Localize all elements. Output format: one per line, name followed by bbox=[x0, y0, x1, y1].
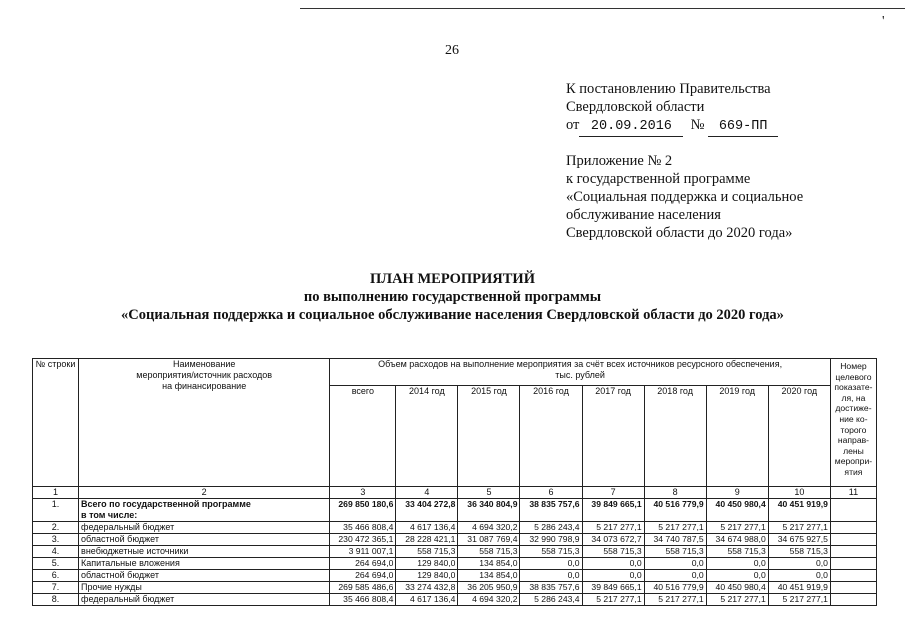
value-cell: 36 205 950,9 bbox=[458, 582, 520, 594]
column-number: 8 bbox=[644, 487, 706, 499]
indicator-cell bbox=[830, 558, 876, 570]
value-cell: 40 516 779,9 bbox=[644, 582, 706, 594]
value-cell: 134 854,0 bbox=[458, 558, 520, 570]
value-cell: 5 217 277,1 bbox=[706, 594, 768, 606]
value-cell: 40 451 919,9 bbox=[768, 582, 830, 594]
appendix-line-5: Свердловской области до 2020 года» bbox=[566, 225, 793, 241]
value-cell: 5 286 243,4 bbox=[520, 522, 582, 534]
decree-number: 669-ПП bbox=[708, 118, 778, 137]
row-name-text: федеральный бюджет bbox=[81, 522, 175, 532]
row-number: 1. bbox=[33, 499, 79, 522]
page-number: 26 bbox=[445, 43, 459, 58]
table-row bbox=[33, 558, 877, 570]
row-name-text: Всего по государственной программе bbox=[81, 499, 251, 509]
indicator-cell bbox=[830, 546, 876, 558]
indicator-cell bbox=[830, 594, 876, 606]
value-cell: 31 087 769,4 bbox=[458, 534, 520, 546]
decree-line-2: Свердловской области bbox=[566, 99, 705, 115]
value-cell: 38 835 757,6 bbox=[520, 499, 582, 522]
appendix-line-1: Приложение № 2 bbox=[566, 153, 673, 169]
value-cell: 0,0 bbox=[582, 570, 644, 582]
row-number: 7. bbox=[33, 582, 79, 594]
row-name-subtext: в том числе: bbox=[81, 510, 138, 520]
value-cell: 264 694,0 bbox=[330, 570, 396, 582]
table-row bbox=[33, 546, 877, 558]
value-cell: 40 516 779,9 bbox=[644, 499, 706, 522]
value-cell: 35 466 808,4 bbox=[330, 594, 396, 606]
header-volume-line-2: тыс. рублей bbox=[555, 370, 605, 380]
value-cell: 0,0 bbox=[768, 570, 830, 582]
indicator-cell bbox=[830, 534, 876, 546]
indicator-cell bbox=[830, 522, 876, 534]
appendix-line-2: к государственной программе bbox=[566, 171, 751, 187]
value-cell: 558 715,3 bbox=[582, 546, 644, 558]
value-cell: 5 217 277,1 bbox=[582, 594, 644, 606]
value-cell: 4 617 136,4 bbox=[396, 594, 458, 606]
header-2018: 2018 год bbox=[644, 386, 706, 487]
value-cell: 230 472 365,1 bbox=[330, 534, 396, 546]
plan-table bbox=[32, 358, 877, 606]
header-row-no: № строки bbox=[33, 359, 79, 487]
table-row bbox=[33, 570, 877, 582]
value-cell: 34 674 988,0 bbox=[706, 534, 768, 546]
value-cell: 129 840,0 bbox=[396, 558, 458, 570]
title-line-2: по выполнению государственной программы bbox=[303, 289, 602, 305]
header-2015: 2015 год bbox=[458, 386, 520, 487]
value-cell: 32 990 798,9 bbox=[520, 534, 582, 546]
value-cell: 5 217 277,1 bbox=[768, 522, 830, 534]
row-name-text: Прочие нужды bbox=[81, 582, 142, 592]
row-number: 2. bbox=[33, 522, 79, 534]
value-cell: 0,0 bbox=[520, 570, 582, 582]
row-name-text: областной бюджет bbox=[81, 534, 159, 544]
row-number: 6. bbox=[33, 570, 79, 582]
value-cell: 34 073 672,7 bbox=[582, 534, 644, 546]
table-row bbox=[33, 534, 877, 546]
value-cell: 34 675 927,5 bbox=[768, 534, 830, 546]
decree-date: 20.09.2016 bbox=[579, 118, 683, 137]
decree-date-line bbox=[566, 116, 778, 137]
value-cell: 39 849 665,1 bbox=[582, 499, 644, 522]
value-cell: 4 694 320,2 bbox=[458, 594, 520, 606]
value-cell: 28 228 421,1 bbox=[396, 534, 458, 546]
value-cell: 5 217 277,1 bbox=[706, 522, 768, 534]
indicator-cell bbox=[830, 570, 876, 582]
row-name-text: Капитальные вложения bbox=[81, 558, 180, 568]
value-cell: 5 217 277,1 bbox=[768, 594, 830, 606]
value-cell: 34 740 787,5 bbox=[644, 534, 706, 546]
column-number: 2 bbox=[79, 487, 330, 499]
row-name-text: федеральный бюджет bbox=[81, 594, 175, 604]
indicator-cell bbox=[830, 582, 876, 594]
row-name-text: внебюджетные источники bbox=[81, 546, 189, 556]
value-cell: 0,0 bbox=[582, 558, 644, 570]
top-rule bbox=[300, 8, 905, 9]
column-number: 1 bbox=[33, 487, 79, 499]
header-volume-line-1: Объем расходов на выполнение мероприятия за счёт всех источников ресурсного обеспечения, bbox=[378, 359, 783, 369]
value-cell: 558 715,3 bbox=[706, 546, 768, 558]
value-cell: 38 835 757,6 bbox=[520, 582, 582, 594]
decree-line-1: К постановлению Правительства bbox=[566, 81, 771, 97]
column-number: 4 bbox=[396, 487, 458, 499]
corner-mark: ' bbox=[882, 14, 885, 29]
header-row bbox=[33, 359, 877, 386]
row-name bbox=[79, 558, 330, 570]
header-2016: 2016 год bbox=[520, 386, 582, 487]
value-cell: 36 340 804,9 bbox=[458, 499, 520, 522]
header-name-line-2: мероприятия/источник расходов bbox=[136, 370, 273, 380]
value-cell: 33 404 272,8 bbox=[396, 499, 458, 522]
row-name bbox=[79, 594, 330, 606]
value-cell: 0,0 bbox=[768, 558, 830, 570]
value-cell: 0,0 bbox=[706, 570, 768, 582]
appendix-line-4: обслуживание населения bbox=[566, 207, 721, 223]
value-cell: 129 840,0 bbox=[396, 570, 458, 582]
value-cell: 35 466 808,4 bbox=[330, 522, 396, 534]
value-cell: 558 715,3 bbox=[458, 546, 520, 558]
value-cell: 40 450 980,4 bbox=[706, 582, 768, 594]
value-cell: 269 850 180,6 bbox=[330, 499, 396, 522]
column-number: 5 bbox=[458, 487, 520, 499]
value-cell: 0,0 bbox=[644, 558, 706, 570]
column-number-row bbox=[33, 487, 877, 499]
row-name bbox=[79, 534, 330, 546]
header-indicator: Номер целевого показате-ля, на достиже-ние ко-торого направ-лены меропри-ятия bbox=[830, 359, 876, 487]
row-number: 8. bbox=[33, 594, 79, 606]
row-number: 3. bbox=[33, 534, 79, 546]
value-cell: 4 617 136,4 bbox=[396, 522, 458, 534]
header-volume bbox=[330, 359, 831, 386]
header-2019: 2019 год bbox=[706, 386, 768, 487]
decree-reference bbox=[566, 80, 778, 137]
table-row bbox=[33, 522, 877, 534]
header-2020: 2020 год bbox=[768, 386, 830, 487]
value-cell: 5 217 277,1 bbox=[582, 522, 644, 534]
value-cell: 558 715,3 bbox=[520, 546, 582, 558]
header-total: всего bbox=[330, 386, 396, 487]
indicator-cell bbox=[830, 499, 876, 522]
row-number: 4. bbox=[33, 546, 79, 558]
value-cell: 40 451 919,9 bbox=[768, 499, 830, 522]
header-2017: 2017 год bbox=[582, 386, 644, 487]
row-name bbox=[79, 499, 330, 522]
value-cell: 5 217 277,1 bbox=[644, 594, 706, 606]
row-name-text: областной бюджет bbox=[81, 570, 159, 580]
column-number: 11 bbox=[830, 487, 876, 499]
value-cell: 5 217 277,1 bbox=[644, 522, 706, 534]
date-prefix: от bbox=[566, 117, 580, 133]
value-cell: 39 849 665,1 bbox=[582, 582, 644, 594]
title-line-1: ПЛАН МЕРОПРИЯТИЙ bbox=[370, 271, 535, 287]
header-name-line-1: Наименование bbox=[172, 359, 236, 369]
table-row bbox=[33, 499, 877, 522]
column-number: 3 bbox=[330, 487, 396, 499]
value-cell: 558 715,3 bbox=[396, 546, 458, 558]
column-number: 6 bbox=[520, 487, 582, 499]
row-name bbox=[79, 582, 330, 594]
value-cell: 5 286 243,4 bbox=[520, 594, 582, 606]
value-cell: 40 450 980,4 bbox=[706, 499, 768, 522]
table-row bbox=[33, 594, 877, 606]
header-name bbox=[79, 359, 330, 487]
value-cell: 269 585 486,6 bbox=[330, 582, 396, 594]
value-cell: 264 694,0 bbox=[330, 558, 396, 570]
value-cell: 33 274 432,8 bbox=[396, 582, 458, 594]
row-name bbox=[79, 570, 330, 582]
row-number: 5. bbox=[33, 558, 79, 570]
appendix-reference bbox=[566, 152, 803, 242]
column-number: 10 bbox=[768, 487, 830, 499]
row-name bbox=[79, 546, 330, 558]
column-number: 7 bbox=[582, 487, 644, 499]
value-cell: 558 715,3 bbox=[768, 546, 830, 558]
value-cell: 0,0 bbox=[644, 570, 706, 582]
value-cell: 0,0 bbox=[520, 558, 582, 570]
value-cell: 558 715,3 bbox=[644, 546, 706, 558]
number-prefix: № bbox=[690, 117, 705, 133]
value-cell: 3 911 007,1 bbox=[330, 546, 396, 558]
header-name-line-3: на финансирование bbox=[162, 381, 247, 391]
header-2014: 2014 год bbox=[396, 386, 458, 487]
column-number: 9 bbox=[706, 487, 768, 499]
value-cell: 0,0 bbox=[706, 558, 768, 570]
table-row bbox=[33, 582, 877, 594]
document-title bbox=[0, 270, 905, 324]
value-cell: 4 694 320,2 bbox=[458, 522, 520, 534]
appendix-line-3: «Социальная поддержка и социальное bbox=[566, 189, 804, 205]
value-cell: 134 854,0 bbox=[458, 570, 520, 582]
row-name bbox=[79, 522, 330, 534]
title-line-3: «Социальная поддержка и социальное обслуживание населения Свердловской области до 2020 года» bbox=[121, 307, 784, 323]
